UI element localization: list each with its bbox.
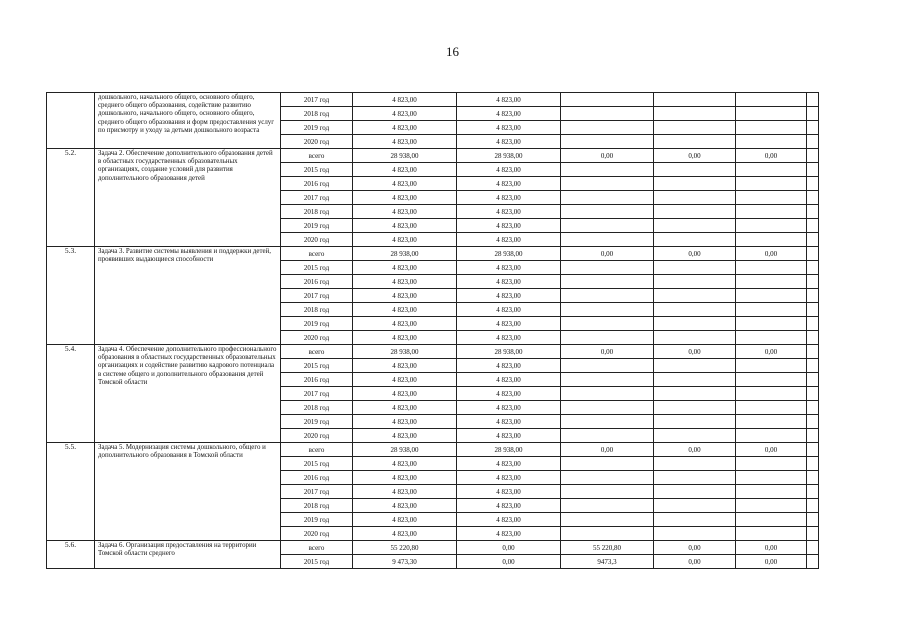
- amount-cell-c5: [736, 429, 807, 443]
- task-description-cell: Задача 5. Модернизация системы дошкольного, общего и дополнительного образования в Томской области: [95, 443, 281, 541]
- amount-cell-c2: 4 823,00: [457, 317, 561, 331]
- amount-cell-c4: [654, 275, 736, 289]
- amount-cell-c5: [736, 387, 807, 401]
- period-cell: всего: [281, 247, 353, 261]
- empty-cell: [807, 317, 819, 331]
- amount-cell-c4: [654, 331, 736, 345]
- amount-cell-c1: 28 938,00: [353, 149, 457, 163]
- period-cell: всего: [281, 541, 353, 555]
- period-cell: 2018 год: [281, 303, 353, 317]
- empty-cell: [807, 93, 819, 107]
- empty-cell: [807, 527, 819, 541]
- amount-cell-c4: [654, 317, 736, 331]
- amount-cell-c3: [561, 471, 654, 485]
- amount-cell-c5: [736, 415, 807, 429]
- empty-cell: [807, 457, 819, 471]
- amount-cell-c5: 0,00: [736, 149, 807, 163]
- period-cell: 2018 год: [281, 401, 353, 415]
- amount-cell-c3: [561, 107, 654, 121]
- empty-cell: [807, 135, 819, 149]
- amount-cell-c1: 4 823,00: [353, 457, 457, 471]
- amount-cell-c1: 4 823,00: [353, 135, 457, 149]
- amount-cell-c2: 4 823,00: [457, 261, 561, 275]
- amount-cell-c2: 4 823,00: [457, 457, 561, 471]
- amount-cell-c2: 4 823,00: [457, 359, 561, 373]
- amount-cell-c3: [561, 219, 654, 233]
- amount-cell-c2: 4 823,00: [457, 499, 561, 513]
- amount-cell-c2: 28 938,00: [457, 247, 561, 261]
- amount-cell-c5: [736, 121, 807, 135]
- amount-cell-c1: 4 823,00: [353, 471, 457, 485]
- task-index-cell: 5.3.: [47, 247, 95, 345]
- amount-cell-c1: 4 823,00: [353, 219, 457, 233]
- amount-cell-c4: [654, 219, 736, 233]
- amount-cell-c3: [561, 303, 654, 317]
- amount-cell-c1: 4 823,00: [353, 317, 457, 331]
- amount-cell-c1: 4 823,00: [353, 275, 457, 289]
- amount-cell-c5: [736, 163, 807, 177]
- amount-cell-c5: [736, 471, 807, 485]
- amount-cell-c2: 4 823,00: [457, 387, 561, 401]
- amount-cell-c1: 4 823,00: [353, 373, 457, 387]
- amount-cell-c5: [736, 219, 807, 233]
- amount-cell-c1: 4 823,00: [353, 261, 457, 275]
- amount-cell-c2: 4 823,00: [457, 289, 561, 303]
- amount-cell-c4: [654, 233, 736, 247]
- empty-cell: [807, 345, 819, 359]
- amount-cell-c5: [736, 93, 807, 107]
- task-index-cell: 5.4.: [47, 345, 95, 443]
- budget-table: [46, 92, 819, 569]
- amount-cell-c3: 0,00: [561, 247, 654, 261]
- amount-cell-c2: 4 823,00: [457, 513, 561, 527]
- amount-cell-c3: [561, 163, 654, 177]
- amount-cell-c1: 4 823,00: [353, 121, 457, 135]
- empty-cell: [807, 247, 819, 261]
- amount-cell-c4: 0,00: [654, 443, 736, 457]
- amount-cell-c5: [736, 289, 807, 303]
- period-cell: 2020 год: [281, 527, 353, 541]
- period-cell: 2017 год: [281, 387, 353, 401]
- amount-cell-c4: 0,00: [654, 149, 736, 163]
- amount-cell-c3: 0,00: [561, 149, 654, 163]
- amount-cell-c2: 4 823,00: [457, 191, 561, 205]
- amount-cell-c1: 4 823,00: [353, 331, 457, 345]
- empty-cell: [807, 261, 819, 275]
- table-row: [47, 247, 819, 261]
- amount-cell-c2: 0,00: [457, 555, 561, 569]
- amount-cell-c1: 4 823,00: [353, 485, 457, 499]
- amount-cell-c5: [736, 373, 807, 387]
- amount-cell-c3: [561, 527, 654, 541]
- amount-cell-c1: 4 823,00: [353, 233, 457, 247]
- empty-cell: [807, 513, 819, 527]
- empty-cell: [807, 121, 819, 135]
- amount-cell-c4: 0,00: [654, 555, 736, 569]
- amount-cell-c4: [654, 121, 736, 135]
- period-cell: 2020 год: [281, 429, 353, 443]
- amount-cell-c2: 4 823,00: [457, 373, 561, 387]
- empty-cell: [807, 541, 819, 555]
- amount-cell-c4: [654, 485, 736, 499]
- amount-cell-c4: [654, 527, 736, 541]
- amount-cell-c5: [736, 359, 807, 373]
- amount-cell-c2: 4 823,00: [457, 485, 561, 499]
- amount-cell-c2: 4 823,00: [457, 219, 561, 233]
- period-cell: 2020 год: [281, 135, 353, 149]
- table-row: [47, 149, 819, 163]
- period-cell: 2017 год: [281, 289, 353, 303]
- task-index-cell: [47, 93, 95, 149]
- period-cell: 2019 год: [281, 317, 353, 331]
- amount-cell-c5: [736, 233, 807, 247]
- period-cell: 2015 год: [281, 555, 353, 569]
- amount-cell-c5: [736, 177, 807, 191]
- period-cell: 2016 год: [281, 373, 353, 387]
- period-cell: 2019 год: [281, 415, 353, 429]
- amount-cell-c2: 28 938,00: [457, 149, 561, 163]
- amount-cell-c3: 55 220,80: [561, 541, 654, 555]
- amount-cell-c5: [736, 499, 807, 513]
- amount-cell-c5: 0,00: [736, 541, 807, 555]
- amount-cell-c2: 4 823,00: [457, 331, 561, 345]
- task-description-cell: Задача 3. Развитие системы выявления и поддержки детей, проявивших выдающиеся способности: [95, 247, 281, 345]
- amount-cell-c5: [736, 527, 807, 541]
- amount-cell-c3: [561, 135, 654, 149]
- table-row: [47, 93, 819, 107]
- amount-cell-c5: 0,00: [736, 247, 807, 261]
- amount-cell-c1: 4 823,00: [353, 527, 457, 541]
- amount-cell-c3: [561, 331, 654, 345]
- empty-cell: [807, 387, 819, 401]
- amount-cell-c4: [654, 191, 736, 205]
- amount-cell-c5: [736, 513, 807, 527]
- amount-cell-c3: [561, 289, 654, 303]
- amount-cell-c5: 0,00: [736, 443, 807, 457]
- amount-cell-c5: [736, 205, 807, 219]
- amount-cell-c4: [654, 289, 736, 303]
- amount-cell-c1: 4 823,00: [353, 387, 457, 401]
- amount-cell-c1: 4 823,00: [353, 289, 457, 303]
- amount-cell-c4: [654, 415, 736, 429]
- empty-cell: [807, 471, 819, 485]
- amount-cell-c2: 4 823,00: [457, 415, 561, 429]
- amount-cell-c5: [736, 457, 807, 471]
- amount-cell-c5: [736, 303, 807, 317]
- page-number: 16: [446, 44, 459, 59]
- empty-cell: [807, 233, 819, 247]
- amount-cell-c1: 28 938,00: [353, 443, 457, 457]
- amount-cell-c5: [736, 331, 807, 345]
- amount-cell-c1: 55 220,80: [353, 541, 457, 555]
- empty-cell: [807, 219, 819, 233]
- empty-cell: [807, 107, 819, 121]
- amount-cell-c1: 4 823,00: [353, 513, 457, 527]
- amount-cell-c5: [736, 275, 807, 289]
- amount-cell-c2: 4 823,00: [457, 275, 561, 289]
- amount-cell-c4: [654, 457, 736, 471]
- amount-cell-c4: [654, 471, 736, 485]
- amount-cell-c1: 4 823,00: [353, 205, 457, 219]
- amount-cell-c5: [736, 107, 807, 121]
- amount-cell-c2: 28 938,00: [457, 345, 561, 359]
- amount-cell-c5: [736, 485, 807, 499]
- period-cell: 2020 год: [281, 233, 353, 247]
- amount-cell-c4: [654, 205, 736, 219]
- empty-cell: [807, 289, 819, 303]
- empty-cell: [807, 443, 819, 457]
- amount-cell-c5: [736, 135, 807, 149]
- amount-cell-c1: 4 823,00: [353, 303, 457, 317]
- amount-cell-c2: 4 823,00: [457, 471, 561, 485]
- period-cell: 2015 год: [281, 261, 353, 275]
- amount-cell-c1: 4 823,00: [353, 415, 457, 429]
- amount-cell-c1: 28 938,00: [353, 247, 457, 261]
- amount-cell-c3: [561, 499, 654, 513]
- amount-cell-c5: 0,00: [736, 345, 807, 359]
- amount-cell-c3: [561, 513, 654, 527]
- table-row: [47, 541, 819, 555]
- task-description-cell: Задача 2. Обеспечение дополнительного образования детей в областных государственных образовательных организациях, создание условий для развития дополнительного образования детей: [95, 149, 281, 247]
- amount-cell-c4: [654, 429, 736, 443]
- amount-cell-c2: 4 823,00: [457, 429, 561, 443]
- amount-cell-c3: [561, 415, 654, 429]
- empty-cell: [807, 359, 819, 373]
- period-cell: всего: [281, 149, 353, 163]
- amount-cell-c2: 28 938,00: [457, 443, 561, 457]
- amount-cell-c4: [654, 303, 736, 317]
- task-description-cell: дошкольного, начального общего, основного общего, среднего общего образования, содействие развитию дошкольного, начального общего, основного общего, среднего общего образования и форм предоставления услуг по присмотру и уходу за детьми дошкольного возраста: [95, 93, 281, 149]
- amount-cell-c4: [654, 135, 736, 149]
- empty-cell: [807, 303, 819, 317]
- period-cell: 2016 год: [281, 275, 353, 289]
- period-cell: 2018 год: [281, 499, 353, 513]
- empty-cell: [807, 275, 819, 289]
- amount-cell-c4: [654, 177, 736, 191]
- amount-cell-c4: 0,00: [654, 345, 736, 359]
- empty-cell: [807, 401, 819, 415]
- amount-cell-c4: [654, 107, 736, 121]
- empty-cell: [807, 191, 819, 205]
- amount-cell-c4: [654, 93, 736, 107]
- amount-cell-c5: [736, 401, 807, 415]
- amount-cell-c5: 0,00: [736, 555, 807, 569]
- amount-cell-c3: [561, 429, 654, 443]
- amount-cell-c4: [654, 499, 736, 513]
- empty-cell: [807, 177, 819, 191]
- amount-cell-c2: 4 823,00: [457, 233, 561, 247]
- amount-cell-c2: 4 823,00: [457, 177, 561, 191]
- amount-cell-c1: 4 823,00: [353, 163, 457, 177]
- amount-cell-c3: [561, 121, 654, 135]
- period-cell: 2016 год: [281, 471, 353, 485]
- amount-cell-c2: 4 823,00: [457, 163, 561, 177]
- amount-cell-c1: 4 823,00: [353, 191, 457, 205]
- amount-cell-c5: [736, 191, 807, 205]
- amount-cell-c3: [561, 93, 654, 107]
- period-cell: всего: [281, 443, 353, 457]
- amount-cell-c3: [561, 233, 654, 247]
- task-description-cell: Задача 6. Организация предоставления на территории Томской области среднего: [95, 541, 281, 569]
- amount-cell-c1: 9 473,30: [353, 555, 457, 569]
- period-cell: 2015 год: [281, 359, 353, 373]
- amount-cell-c1: 4 823,00: [353, 499, 457, 513]
- task-description-cell: Задача 4. Обеспечение дополнительного профессионального образования в областных государственных образовательных организациях и содействие развитию кадрового потенциала в системе общего и дополнительного образования детей Томской области: [95, 345, 281, 443]
- period-cell: 2016 год: [281, 177, 353, 191]
- amount-cell-c3: [561, 177, 654, 191]
- amount-cell-c2: 4 823,00: [457, 121, 561, 135]
- empty-cell: [807, 555, 819, 569]
- empty-cell: [807, 499, 819, 513]
- amount-cell-c4: [654, 359, 736, 373]
- amount-cell-c3: [561, 205, 654, 219]
- amount-cell-c2: 4 823,00: [457, 527, 561, 541]
- amount-cell-c3: [561, 191, 654, 205]
- amount-cell-c3: [561, 401, 654, 415]
- amount-cell-c4: [654, 401, 736, 415]
- period-cell: 2020 год: [281, 331, 353, 345]
- amount-cell-c3: [561, 373, 654, 387]
- amount-cell-c1: 28 938,00: [353, 345, 457, 359]
- empty-cell: [807, 429, 819, 443]
- period-cell: 2018 год: [281, 205, 353, 219]
- task-index-cell: 5.6.: [47, 541, 95, 569]
- amount-cell-c4: [654, 387, 736, 401]
- amount-cell-c3: 9473,3: [561, 555, 654, 569]
- amount-cell-c3: [561, 317, 654, 331]
- amount-cell-c3: [561, 261, 654, 275]
- amount-cell-c3: [561, 457, 654, 471]
- empty-cell: [807, 163, 819, 177]
- period-cell: всего: [281, 345, 353, 359]
- period-cell: 2017 год: [281, 191, 353, 205]
- table-row: [47, 345, 819, 359]
- amount-cell-c3: 0,00: [561, 443, 654, 457]
- budget-table-body: [47, 93, 819, 569]
- empty-cell: [807, 373, 819, 387]
- amount-cell-c1: 4 823,00: [353, 107, 457, 121]
- task-index-cell: 5.2.: [47, 149, 95, 247]
- period-cell: 2015 год: [281, 457, 353, 471]
- empty-cell: [807, 331, 819, 345]
- period-cell: 2017 год: [281, 485, 353, 499]
- period-cell: 2015 год: [281, 163, 353, 177]
- empty-cell: [807, 149, 819, 163]
- amount-cell-c4: [654, 513, 736, 527]
- amount-cell-c4: 0,00: [654, 247, 736, 261]
- amount-cell-c1: 4 823,00: [353, 93, 457, 107]
- amount-cell-c4: 0,00: [654, 541, 736, 555]
- amount-cell-c4: [654, 261, 736, 275]
- amount-cell-c4: [654, 373, 736, 387]
- empty-cell: [807, 485, 819, 499]
- amount-cell-c2: 4 823,00: [457, 303, 561, 317]
- table-row: [47, 443, 819, 457]
- amount-cell-c3: [561, 387, 654, 401]
- amount-cell-c2: 4 823,00: [457, 107, 561, 121]
- amount-cell-c1: 4 823,00: [353, 359, 457, 373]
- amount-cell-c1: 4 823,00: [353, 177, 457, 191]
- amount-cell-c4: [654, 163, 736, 177]
- empty-cell: [807, 205, 819, 219]
- amount-cell-c5: [736, 261, 807, 275]
- amount-cell-c1: 4 823,00: [353, 429, 457, 443]
- amount-cell-c3: [561, 485, 654, 499]
- amount-cell-c2: 4 823,00: [457, 205, 561, 219]
- amount-cell-c3: 0,00: [561, 345, 654, 359]
- amount-cell-c2: 0,00: [457, 541, 561, 555]
- amount-cell-c3: [561, 275, 654, 289]
- period-cell: 2019 год: [281, 219, 353, 233]
- amount-cell-c2: 4 823,00: [457, 93, 561, 107]
- period-cell: 2017 год: [281, 93, 353, 107]
- amount-cell-c3: [561, 359, 654, 373]
- amount-cell-c1: 4 823,00: [353, 401, 457, 415]
- task-index-cell: 5.5.: [47, 443, 95, 541]
- period-cell: 2018 год: [281, 107, 353, 121]
- period-cell: 2019 год: [281, 121, 353, 135]
- amount-cell-c2: 4 823,00: [457, 135, 561, 149]
- amount-cell-c2: 4 823,00: [457, 401, 561, 415]
- period-cell: 2019 год: [281, 513, 353, 527]
- empty-cell: [807, 415, 819, 429]
- amount-cell-c5: [736, 317, 807, 331]
